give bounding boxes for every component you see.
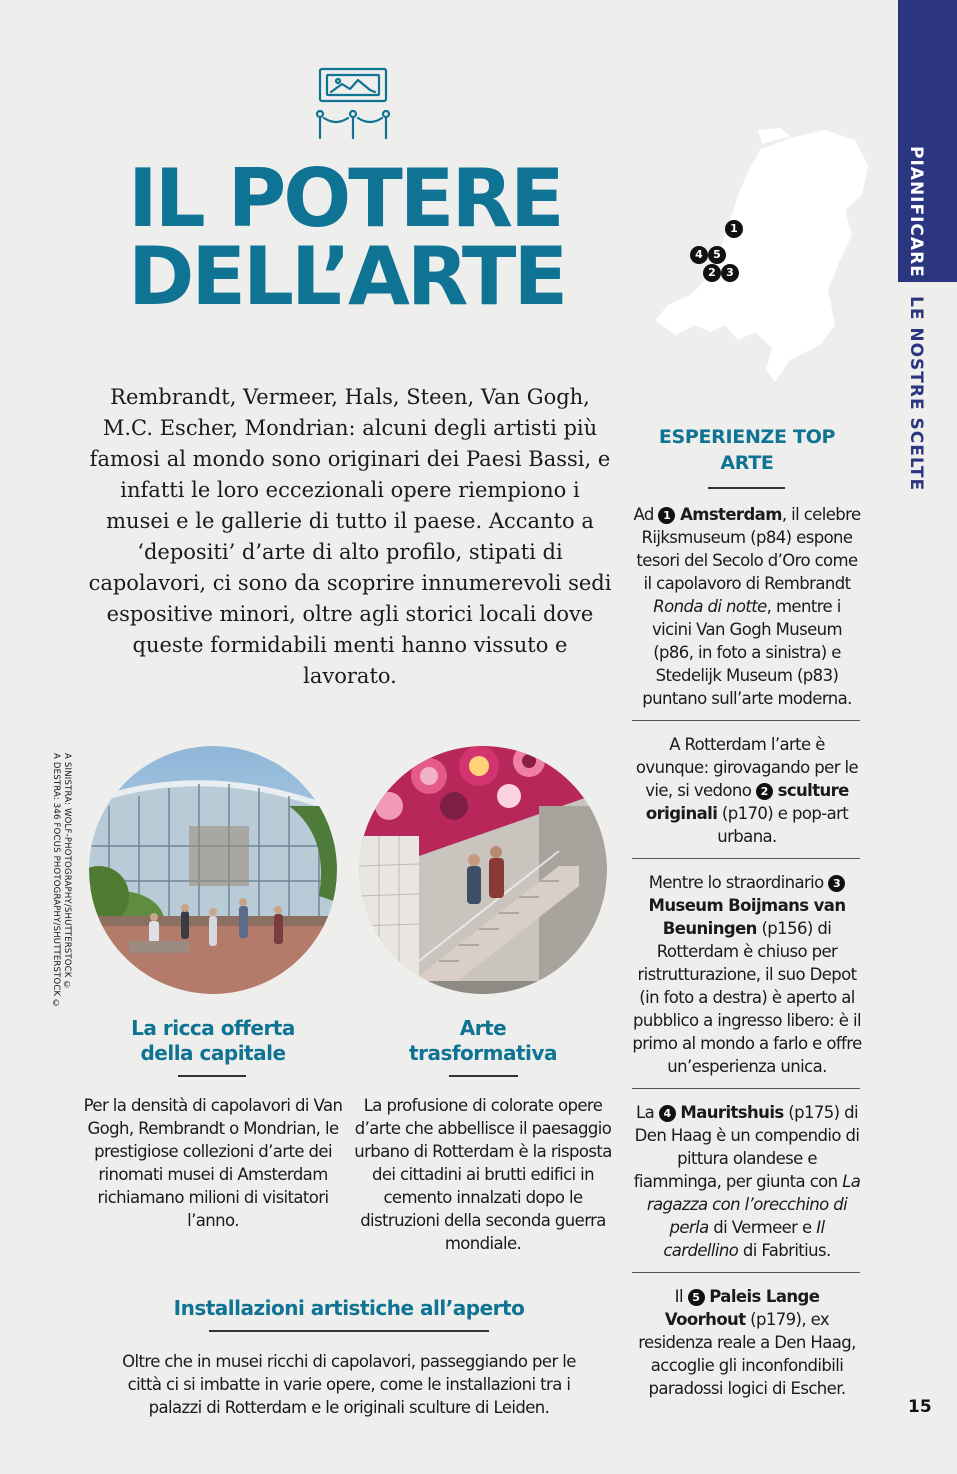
item-3-name: Museum Boijmans van Beuningen bbox=[648, 896, 846, 938]
item-5-text: (p179), ex residenza reale a Den Haag, accoglie gli inconfondibili paradossi logici di Escher. bbox=[638, 1310, 856, 1398]
credit-left: A SINISTRA: WOLF-PHOTOGRAPHY/SHUTTERSTOCK © bbox=[62, 753, 72, 991]
page-title bbox=[128, 152, 588, 323]
credit-right: A DESTRA: 346 FOCUS PHOTOGRAPHY/SHUTTERSTOCK © bbox=[51, 753, 61, 1010]
subsection-label: LE NOSTRE SCELTE bbox=[906, 296, 926, 492]
item-1-artwork: Ronda di notte bbox=[653, 597, 767, 616]
experiences-divider bbox=[708, 487, 785, 489]
gallery-icon bbox=[314, 66, 392, 144]
caption-text-capital: Per la densità di capolavori di Van Gogh, Rembrandt o Mondrian, le prestigiose collezioni d’arte dei rinomati musei di Amsterdam richiamano milioni di visitatori l’anno. bbox=[83, 1096, 343, 1230]
outdoor-title: Installazioni artistiche all’aperto bbox=[173, 1296, 525, 1320]
caption-title-capital-line1: La ricca offerta bbox=[131, 1016, 295, 1040]
photo-depot-boijmans bbox=[359, 746, 607, 994]
map-marker-1: 1 bbox=[725, 220, 743, 238]
photo-van-gogh-museum bbox=[89, 746, 337, 994]
outdoor-divider bbox=[209, 1330, 489, 1332]
caption-title-capital bbox=[109, 1016, 317, 1066]
caption-title-transformative-line2: trasformativa bbox=[409, 1041, 557, 1065]
item-3-pre: Mentre lo straordinario bbox=[648, 873, 824, 892]
experience-item-5 bbox=[632, 1285, 862, 1400]
experiences-title bbox=[632, 424, 862, 476]
intro-paragraph: Rembrandt, Vermeer, Hals, Steen, Van Gogh, M.C. Escher, Mondrian: alcuni degli artisti più famosi al mondo sono originari dei Paesi Bassi, e infatti le loro eccezionali opere riempiono i musei e le gallerie di tutto il paese. Accanto a ‘depositi’ d’arte di alto profilo, stipati di capolavori, ci sono da scoprire innumerevoli sedi espositive minori, oltre agli storici locali dove queste formidabili menti hanno vissuto e lavorato. bbox=[88, 385, 612, 688]
map-marker-5: 5 bbox=[708, 246, 726, 264]
map-marker-4: 4 bbox=[690, 246, 708, 264]
item-4-text: (p175) di Den Haag è un compendio di pittura olandese e fiamminga, per giunta con bbox=[633, 1103, 860, 1191]
caption-divider-left bbox=[178, 1075, 246, 1077]
netherlands-map bbox=[640, 120, 880, 390]
section-label: PIANIFICARE bbox=[906, 146, 926, 278]
item-4-pre: La bbox=[636, 1103, 655, 1122]
item-1-pre: Ad bbox=[633, 505, 654, 524]
item-4-name: Mauritshuis bbox=[680, 1103, 784, 1122]
caption-title-transformative bbox=[379, 1016, 587, 1066]
map-marker-3: 3 bbox=[721, 264, 739, 282]
caption-title-capital-line2: della capitale bbox=[140, 1041, 286, 1065]
item-4-artwork-1: La ragazza con l’orecchino di perla bbox=[646, 1172, 861, 1237]
title-line-1: IL POTERE bbox=[128, 152, 562, 245]
item-3-number: 3 bbox=[828, 875, 845, 892]
item-5-name: Paleis Lange Voorhout bbox=[664, 1287, 820, 1329]
caption-divider-right bbox=[449, 1075, 518, 1077]
item-4-text-2: di Vermeer e bbox=[708, 1218, 812, 1237]
experiences-title-line1: ESPERIENZE TOP bbox=[658, 426, 836, 448]
experience-separator bbox=[632, 720, 860, 721]
map-marker-2: 2 bbox=[703, 264, 721, 282]
item-2-text: (p170) e pop-art urbana. bbox=[717, 804, 849, 846]
item-5-pre: Il bbox=[674, 1287, 683, 1306]
experience-item-2 bbox=[632, 733, 862, 848]
item-1-number: 1 bbox=[658, 507, 675, 524]
experience-separator bbox=[632, 858, 860, 859]
item-1-name: Amsterdam bbox=[680, 505, 782, 524]
experiences-title-line2: ARTE bbox=[720, 452, 774, 474]
experience-separator bbox=[632, 1088, 860, 1089]
item-4-artwork-2: Il cardellino bbox=[663, 1218, 825, 1260]
item-2-pre: A Rotterdam l’arte è ovunque: girovagando per le vie, si vedono bbox=[635, 735, 859, 800]
title-line-2: DELL’ARTE bbox=[128, 230, 566, 323]
caption-title-transformative-line1: Arte bbox=[459, 1016, 507, 1040]
experience-separator bbox=[632, 1272, 860, 1273]
experience-item-3 bbox=[632, 871, 862, 1078]
item-5-number: 5 bbox=[688, 1289, 705, 1306]
experience-item-4 bbox=[632, 1101, 862, 1262]
experience-item-1 bbox=[632, 503, 862, 710]
photo-credits bbox=[50, 753, 72, 1009]
caption-text-transformative: La profusione di colorate opere d’arte che abbellisce il paesaggio urbano di Rotterdam è la risposta dei cittadini ai brutti edifici in cemento innalzati dopo le distruzioni della seconda guerra mondiale. bbox=[354, 1096, 612, 1253]
item-1-text-2: , mentre i vicini Van Gogh Museum (p86, in foto a sinistra) e Stedelijk Museum (p83) puntano sull’arte moderna. bbox=[642, 597, 852, 708]
item-2-number: 2 bbox=[756, 783, 773, 800]
item-4-text-3: di Fabritius. bbox=[738, 1241, 831, 1260]
item-1-text: , il celebre Rijksmuseum (p84) espone tesori del Secolo d’Oro come il capolavoro di Rembrandt bbox=[636, 505, 861, 593]
item-2-name: sculture originali bbox=[645, 781, 849, 823]
outdoor-text: Oltre che in musei ricchi di capolavori, passeggiando per le città ci si imbatte in varie opere, come le installazioni tra i palazzi di Rotterdam e le originali sculture di Leiden. bbox=[122, 1352, 576, 1417]
item-4-number: 4 bbox=[659, 1105, 676, 1122]
page-number: 15 bbox=[908, 1397, 932, 1417]
item-3-text: (p156) di Rotterdam è chiuso per ristrutturazione, il suo Depot (in foto a destra) è aperto al pubblico a ingresso libero: è il primo al mondo a farlo e offre un’esperienza unica. bbox=[632, 919, 862, 1076]
